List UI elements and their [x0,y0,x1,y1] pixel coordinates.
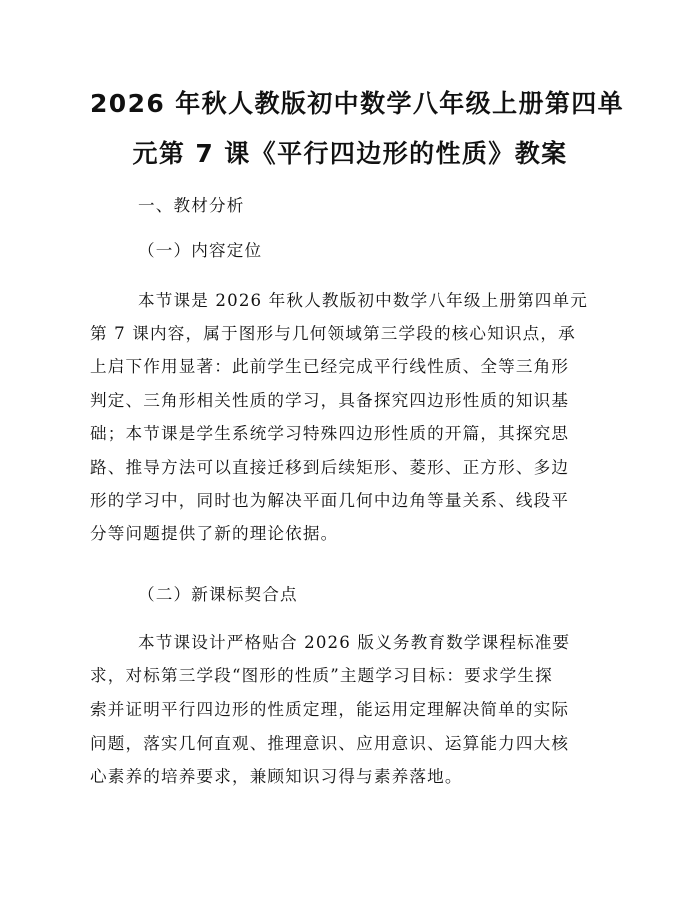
paragraph-line: 问题，落实几何直观、推理意识、应用意识、运算能力四大核 [90,734,570,753]
paragraph-line: 求，对标第三学段“图形的性质”主题学习目标：要求学生探 [90,666,553,685]
paragraph-line: 上启下作用显著：此前学生已经完成平行线性质、全等三角形 [90,357,570,376]
subsection-heading-content-positioning: （一）内容定位 [138,241,263,260]
paragraph-line: 路、推导方法可以直接迁移到后续矩形、菱形、正方形、多边 [90,458,570,477]
paragraph-line: 心素养的培养要求，兼顾知识习得与素养落地。 [90,767,463,786]
document-title-line-2: 元第 7 课《平行四边形的性质》教案 [132,139,568,168]
subsection-heading-curriculum-alignment: （二）新课标契合点 [138,585,298,604]
paragraph-line: 础；本节课是学生系统学习特殊四边形性质的开篇，其探究思 [90,424,570,443]
paragraph-line: 第 7 课内容，属于图形与几何领域第三学段的核心知识点，承 [90,324,576,343]
paragraph-line: 形的学习中，同时也为解决平面几何中边角等量关系、线段平 [90,491,570,510]
paragraph-line: 分等问题提供了新的理论依据。 [90,524,339,543]
paragraph-line: 判定、三角形相关性质的学习，具备探究四边形性质的知识基 [90,391,570,410]
document-title-line-1: 2026 年秋人教版初中数学八年级上册第四单 [90,89,625,118]
paragraph-line: 索并证明平行四边形的性质定理，能运用定理解决简单的实际 [90,700,570,719]
paragraph-line: 本节课是 2026 年秋人教版初中数学八年级上册第四单元 [138,291,589,310]
paragraph-line: 本节课设计严格贴合 2026 版义务教育数学课程标准要 [138,633,571,652]
section-heading-textbook-analysis: 一、教材分析 [138,196,245,215]
